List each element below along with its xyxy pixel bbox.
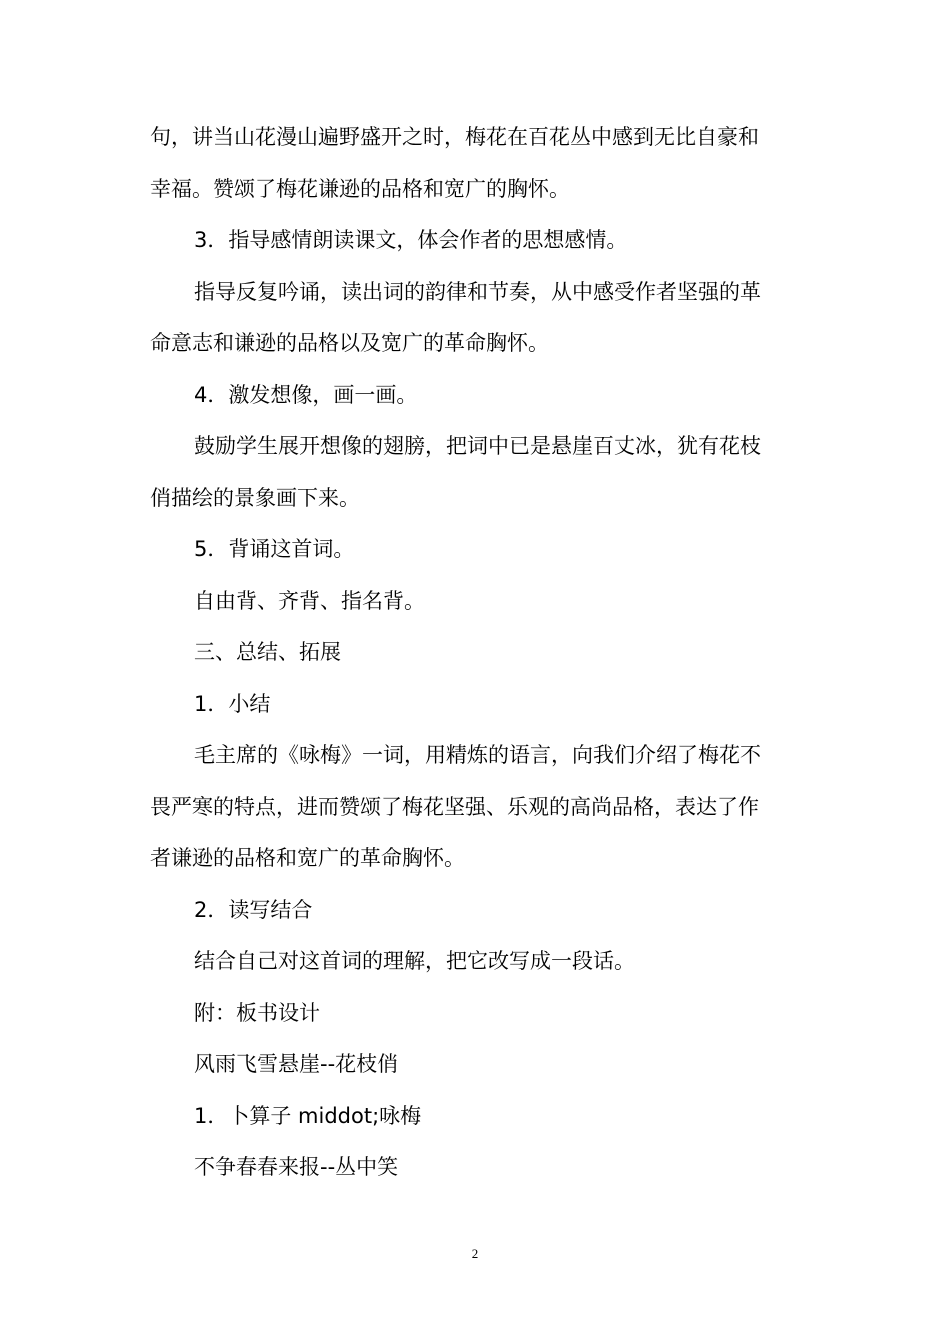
paragraph-line: 俏描绘的景象画下来。 [150,485,360,510]
board-design-line: 不争春春来报--丛中笑 [194,1155,399,1179]
paragraph-line: 者谦逊的品格和宽广的革命胸怀。 [150,846,465,870]
paragraph-line: 句，讲当山花漫山遍野盛开之时，梅花在百花丛中感到无比自豪和 [150,125,759,149]
paragraph-line: 毛主席的《咏梅》一词，用精炼的语言，向我们介绍了梅花不 [194,743,761,767]
paragraph-line: 畏严寒的特点，进而赞颂了梅花坚强、乐观的高尚品格，表达了作 [150,794,759,819]
list-item-heading: 4．激发想像，画一画。 [194,382,418,407]
list-item-heading: 2．读写结合 [194,897,313,922]
page-number: 2 [471,1246,479,1261]
paragraph-line: 结合自己对这首词的理解，把它改写成一段话。 [194,949,635,973]
list-item-heading: 3．指导感情朗读课文，体会作者的思想感情。 [194,228,628,252]
board-design-line: 风雨飞雪悬崖--花枝俏 [194,1052,399,1076]
board-design-line: 1．卜算子 middot;咏梅 [194,1103,422,1128]
paragraph-line: 自由背、齐背、指名背。 [194,588,425,613]
paragraph-line: 鼓励学生展开想像的翅膀，把词中已是悬崖百丈冰，犹有花枝 [194,434,761,458]
list-item-heading: 1．小结 [194,691,271,716]
document-body [150,112,810,1194]
paragraph-line: 命意志和谦逊的品格以及宽广的革命胸怀。 [150,331,549,355]
section-heading: 三、总结、拓展 [194,640,341,664]
list-item-heading: 5．背诵这首词。 [194,537,355,561]
board-design-heading: 附：板书设计 [194,1000,320,1025]
paragraph-line: 幸福。赞颂了梅花谦逊的品格和宽广的胸怀。 [150,176,570,201]
paragraph-line: 指导反复吟诵，读出词的韵律和节奏，从中感受作者坚强的革 [194,279,761,304]
